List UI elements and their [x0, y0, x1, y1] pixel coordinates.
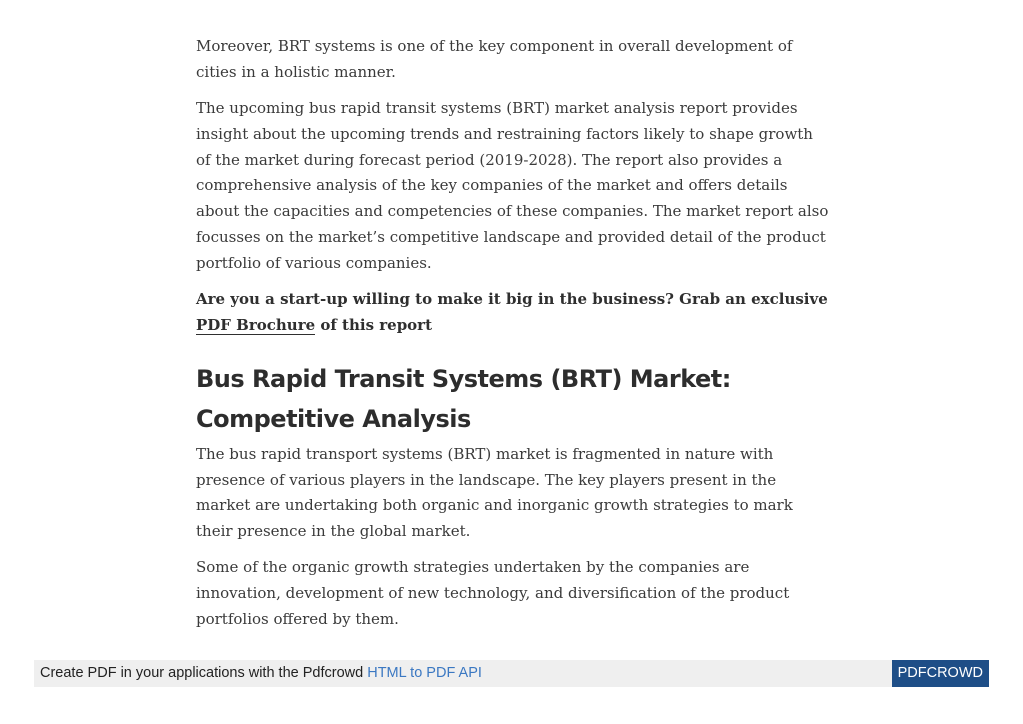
- brochure-cta-prefix: Are you a start-up willing to make it big in the business? Grab an exclusive: [196, 290, 828, 309]
- brochure-cta-suffix: of this report: [315, 315, 433, 334]
- paragraph-organic-growth: Some of the organic growth strategies undertaken by the companies are innovation, development of new technology, and diversification of the product portfolios offered by them.: [196, 558, 790, 629]
- pdfcrowd-footer: [34, 660, 989, 687]
- paragraph-market-fragmented: The bus rapid transport systems (BRT) market is fragmented in nature with presence of various players in the landscape. The key players present in the market are undertaking both organic and inorganic growth strategies to mark their presence in the global market.: [196, 444, 793, 541]
- footer-caption: Create PDF in your applications with the Pdfcrowd: [40, 665, 368, 681]
- brochure-cta: [196, 287, 832, 339]
- pdfcrowd-brand-badge[interactable]: PDFCROWD: [892, 660, 989, 687]
- article-body: [196, 34, 832, 643]
- paragraph-brt-development: Moreover, BRT systems is one of the key component in overall development of cities in a holistic manner.: [196, 37, 793, 81]
- html-to-pdf-api-link[interactable]: HTML to PDF API: [367, 665, 482, 681]
- paragraph-report-overview: The upcoming bus rapid transit systems (BRT) market analysis report provides insight about the upcoming trends and restraining factors likely to shape growth of the market during forecast period (2019-2028). The report also provides a comprehensive analysis of the key companies of the market and offers details about the capacities and competencies of these companies. The market report also focusses on the market’s competitive landscape and provided detail of the product portfolio of various companies.: [196, 99, 829, 272]
- footer-text: [40, 660, 482, 687]
- pdf-brochure-link[interactable]: PDF Brochure: [196, 315, 316, 334]
- section-heading-competitive-analysis: Bus Rapid Transit Systems (BRT) Market: Competitive Analysis: [196, 364, 731, 433]
